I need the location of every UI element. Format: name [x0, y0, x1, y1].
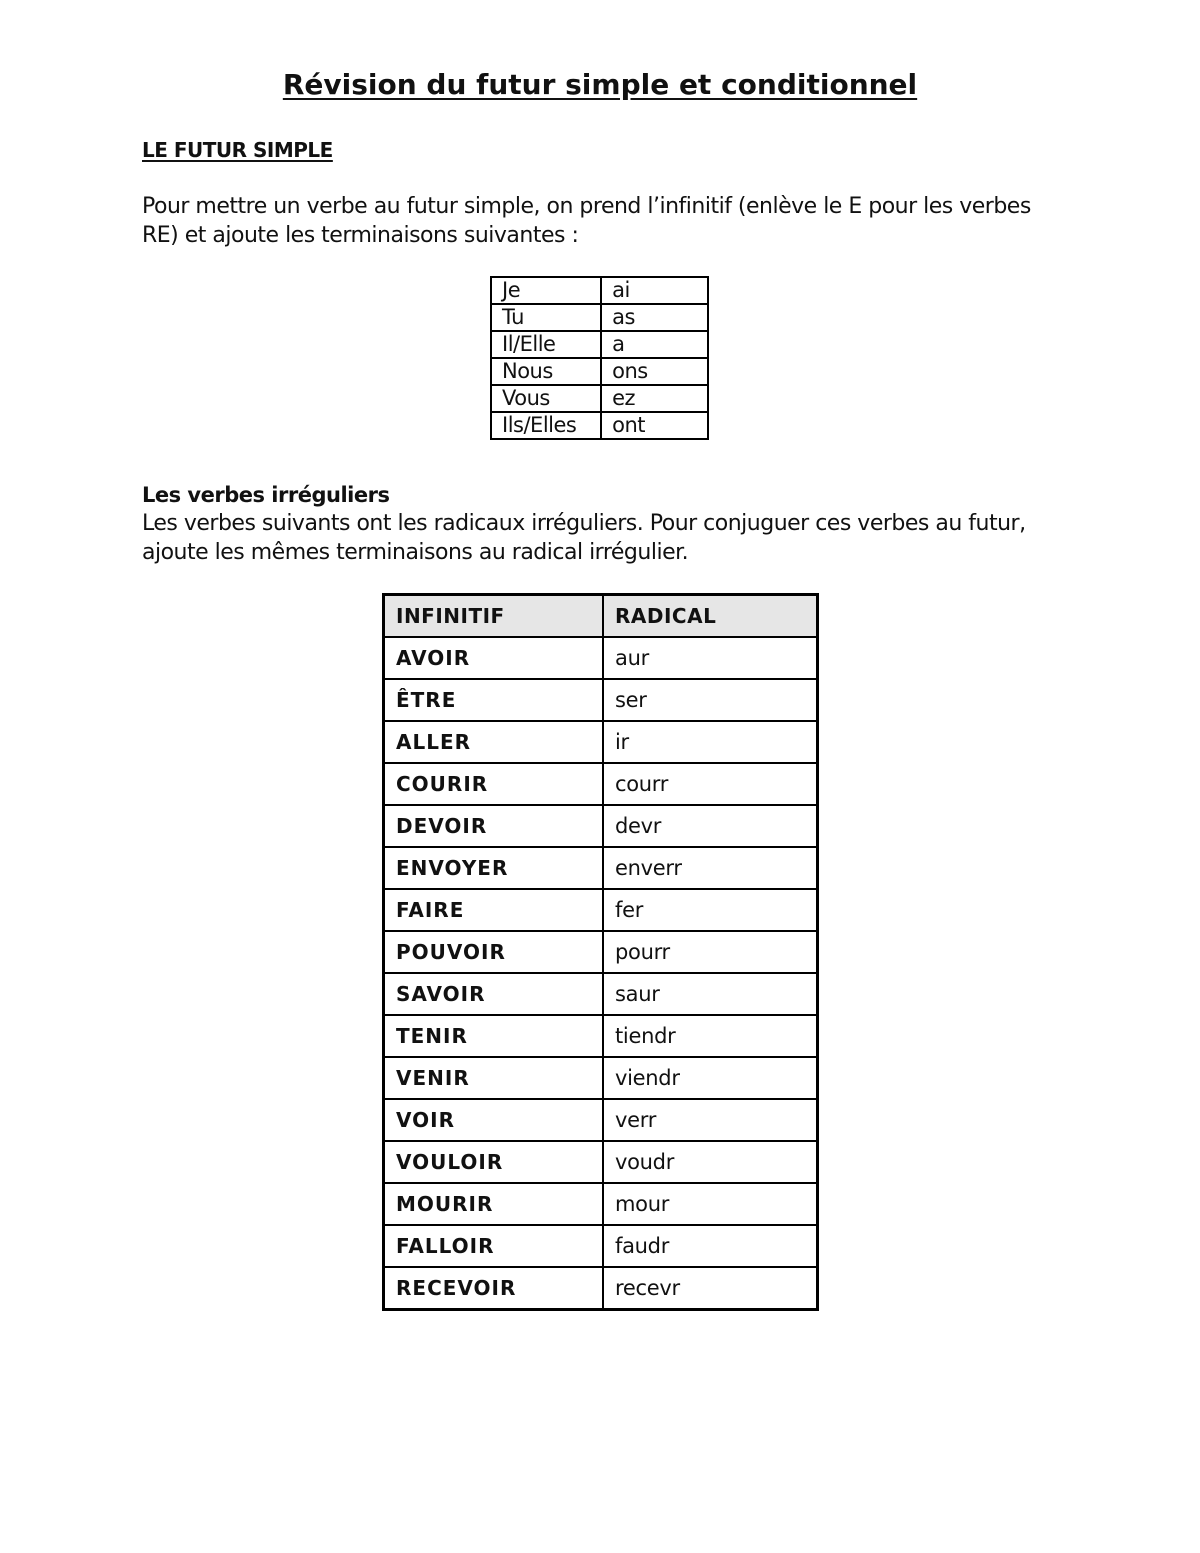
table-row [384, 931, 818, 973]
radical-cell: courr [603, 763, 818, 805]
radical-cell: pourr [603, 931, 818, 973]
infinitive-cell: POUVOIR [384, 931, 604, 973]
section-heading-futur-simple: LE FUTUR SIMPLE [142, 138, 333, 162]
radical-cell: faudr [603, 1225, 818, 1267]
table-row [384, 1267, 818, 1310]
infinitive-cell: COURIR [384, 763, 604, 805]
pronoun-cell: Je [491, 277, 601, 304]
radical-cell: ir [603, 721, 818, 763]
radical-cell: mour [603, 1183, 818, 1225]
ending-cell: ont [601, 412, 708, 439]
radical-cell: verr [603, 1099, 818, 1141]
radical-cell: enverr [603, 847, 818, 889]
infinitive-cell: TENIR [384, 1015, 604, 1057]
irregular-table-header-row [384, 595, 818, 638]
table-row [384, 637, 818, 679]
pronoun-cell: Il/Elle [491, 331, 601, 358]
intro-paragraph: Pour mettre un verbe au futur simple, on prend l’infinitif (enlève le E pour les verbes RE) et ajoute les terminaisons suivantes : [142, 194, 1031, 248]
pronoun-cell: Nous [491, 358, 601, 385]
endings-table-body [491, 277, 708, 439]
endings-table [490, 276, 709, 440]
infinitive-cell: DEVOIR [384, 805, 604, 847]
radical-cell: tiendr [603, 1015, 818, 1057]
pronoun-cell: Tu [491, 304, 601, 331]
table-row [384, 1183, 818, 1225]
table-row [384, 1015, 818, 1057]
irregular-verbs-heading: Les verbes irréguliers [142, 483, 390, 507]
table-row [384, 805, 818, 847]
table-row [384, 847, 818, 889]
ending-cell: ons [601, 358, 708, 385]
table-row [384, 889, 818, 931]
irregular-table-body [384, 637, 818, 1310]
radical-cell: devr [603, 805, 818, 847]
endings-row [491, 277, 708, 304]
pronoun-cell: Ils/Elles [491, 412, 601, 439]
ending-cell: ez [601, 385, 708, 412]
table-row [384, 1099, 818, 1141]
infinitive-cell: VOIR [384, 1099, 604, 1141]
table-row [384, 973, 818, 1015]
infinitive-cell: VENIR [384, 1057, 604, 1099]
radical-cell: recevr [603, 1267, 818, 1310]
endings-row [491, 412, 708, 439]
table-row [384, 1225, 818, 1267]
radical-cell: fer [603, 889, 818, 931]
radical-cell: voudr [603, 1141, 818, 1183]
radical-cell: aur [603, 637, 818, 679]
header-infinitive: INFINITIF [384, 595, 604, 638]
infinitive-cell: RECEVOIR [384, 1267, 604, 1310]
ending-cell: a [601, 331, 708, 358]
header-radical: RADICAL [603, 595, 818, 638]
infinitive-cell: ENVOYER [384, 847, 604, 889]
table-row [384, 1141, 818, 1183]
endings-row [491, 331, 708, 358]
irregular-verbs-paragraph: Les verbes suivants ont les radicaux irréguliers. Pour conjuguer ces verbes au futur, ajoute les mêmes terminaisons au radical irrégulier. [142, 511, 1026, 565]
ending-cell: as [601, 304, 708, 331]
irregular-verbs-table [382, 593, 819, 1311]
infinitive-cell: FALLOIR [384, 1225, 604, 1267]
document-title: Révision du futur simple et conditionnel [282, 68, 918, 101]
table-row [384, 1057, 818, 1099]
pronoun-cell: Vous [491, 385, 601, 412]
radical-cell: viendr [603, 1057, 818, 1099]
table-row [384, 721, 818, 763]
infinitive-cell: VOULOIR [384, 1141, 604, 1183]
infinitive-cell: MOURIR [384, 1183, 604, 1225]
endings-row [491, 358, 708, 385]
ending-cell: ai [601, 277, 708, 304]
endings-row [491, 385, 708, 412]
infinitive-cell: ALLER [384, 721, 604, 763]
radical-cell: ser [603, 679, 818, 721]
table-row [384, 679, 818, 721]
infinitive-cell: AVOIR [384, 637, 604, 679]
infinitive-cell: ÊTRE [384, 679, 604, 721]
radical-cell: saur [603, 973, 818, 1015]
endings-row [491, 304, 708, 331]
table-row [384, 763, 818, 805]
infinitive-cell: SAVOIR [384, 973, 604, 1015]
infinitive-cell: FAIRE [384, 889, 604, 931]
